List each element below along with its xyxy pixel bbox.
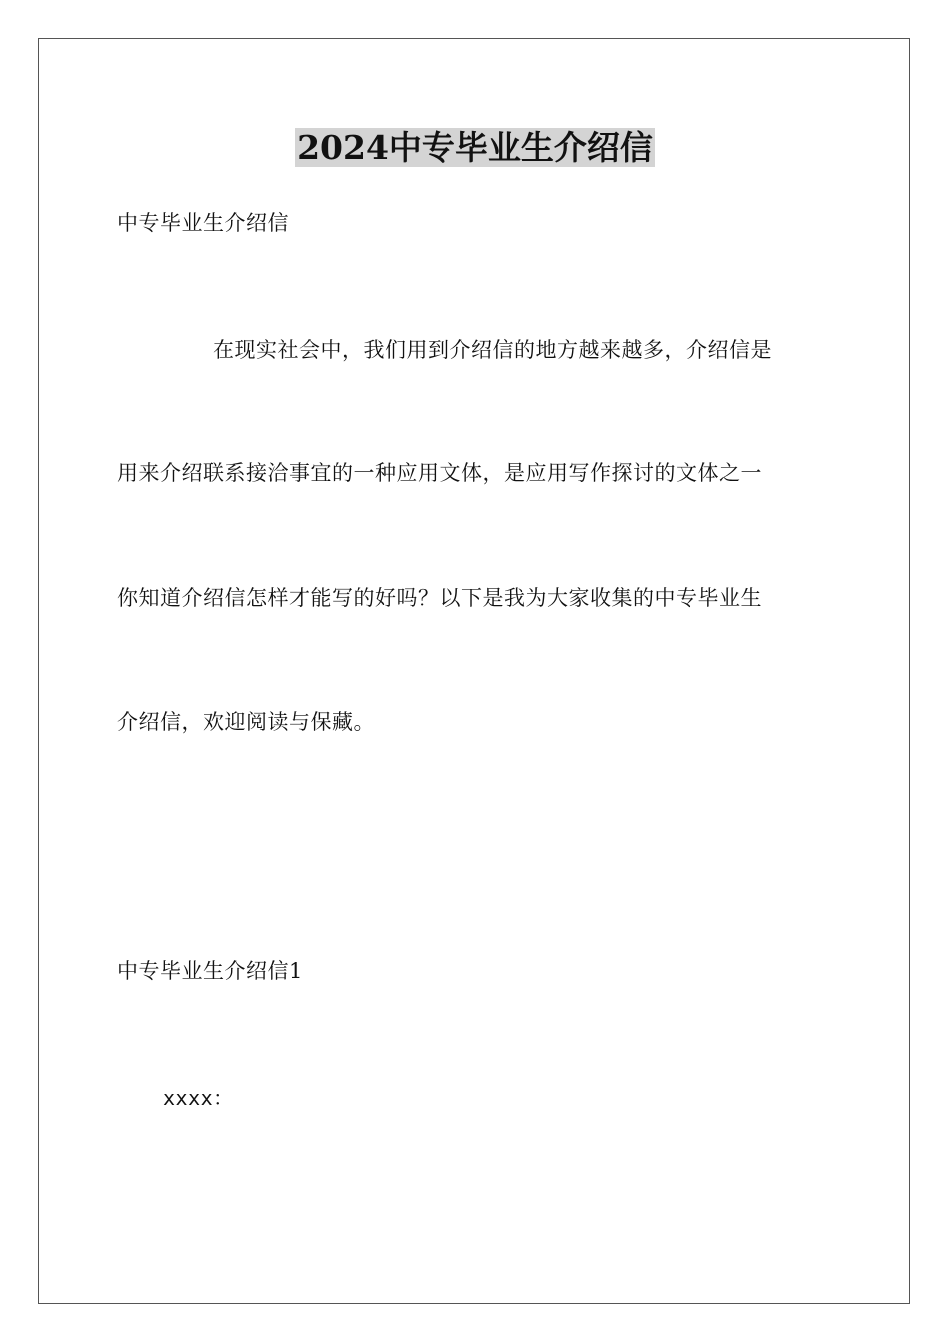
intro-line-2: 用来介绍联系接洽事宜的一种应用文体，是应用写作探讨的文体之一	[117, 461, 762, 485]
intro-line-4: 介绍信，欢迎阅读与保藏。	[117, 710, 375, 734]
document-title	[0, 126, 950, 170]
document-subtitle: 中专毕业生介绍信	[117, 211, 289, 235]
intro-line-1: 在现实社会中，我们用到介绍信的地方越来越多，介绍信是	[213, 338, 772, 362]
salutation: xxxx：	[163, 1086, 234, 1110]
document-title-text: 2024中专毕业生介绍信	[297, 128, 653, 167]
section-heading: 中专毕业生介绍信1	[117, 959, 303, 983]
intro-line-3: 你知道介绍信怎样才能写的好吗？以下是我为大家收集的中专毕业生	[117, 586, 762, 610]
